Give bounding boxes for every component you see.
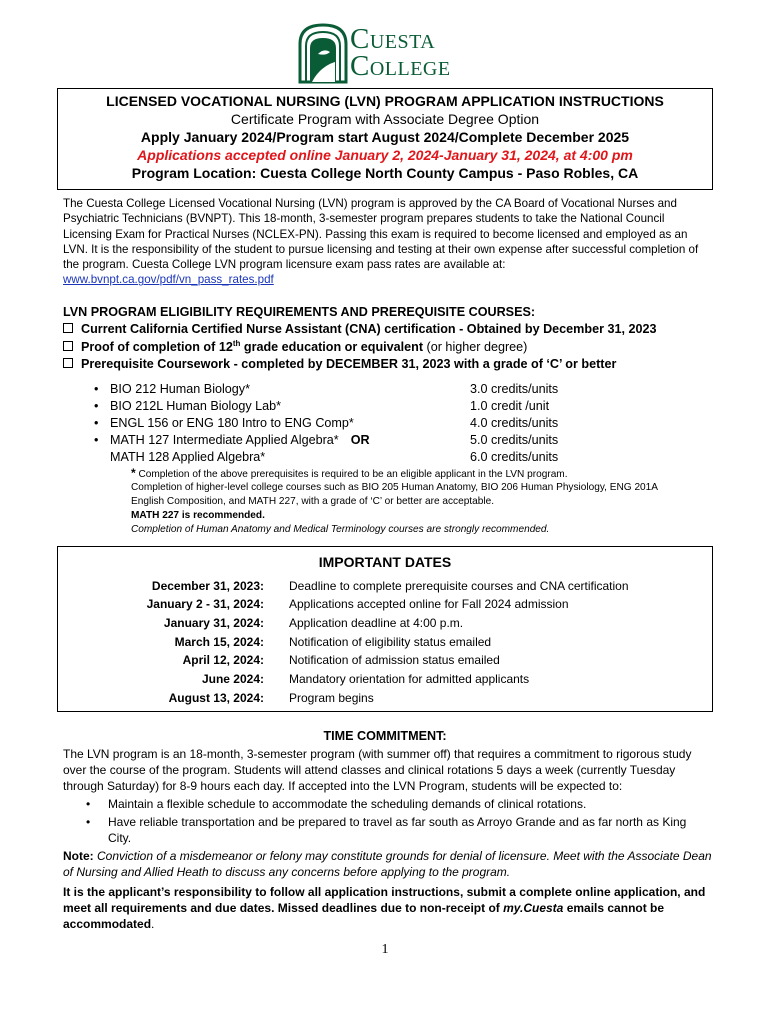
footnote-recommended: Completion of Human Anatomy and Medical Terminology courses are strongly recommended.: [131, 524, 550, 535]
requirement-cna-text: Current California Certified Nurse Assistant (CNA) certification - Obtained by December 31, 2023: [81, 322, 657, 336]
course-credits: 6.0 credits/units: [470, 450, 559, 464]
checkbox-icon: [63, 341, 73, 351]
requirement-coursework: [63, 357, 616, 371]
document-title: LICENSED VOCATIONAL NURSING (LVN) PROGRAM APPLICATION INSTRUCTIONS: [106, 93, 664, 109]
important-dates-box: [57, 546, 713, 712]
or-label: OR: [350, 433, 370, 447]
course-name: MATH 128 Applied Algebra*: [110, 450, 266, 464]
footnote-star: *: [131, 466, 136, 480]
applicant-responsibility: [63, 884, 718, 933]
course-item: [94, 433, 370, 447]
document-subtitle: Certificate Program with Associate Degree Option: [230, 111, 540, 127]
note-text: Conviction of a misdemeanor or felony may constitute grounds for denial of licensure. Meet with the Associate Dean of Nursing and Allied Heath to discuss any concerns before applying to the program.: [63, 849, 712, 880]
bullet-icon: •: [94, 433, 99, 447]
responsibility-period: .: [151, 917, 155, 932]
commitment-bullet-text: Have reliable transportation and be prepared to travel as far south as Arroyo Grande and as far north as King City.: [108, 815, 687, 846]
date-description: Mandatory orientation for admitted applicants: [289, 672, 530, 686]
time-commitment-heading: TIME COMMITMENT:: [323, 729, 447, 743]
mission-bell-tower-icon: [298, 22, 348, 84]
footnote-prereq: [131, 466, 691, 482]
logo-line-2: College: [350, 50, 451, 82]
date-description: Applications accepted online for Fall 2024 admission: [289, 597, 569, 611]
commitment-bullet-text: Maintain a flexible schedule to accommodate the scheduling demands of clinical rotations.: [108, 797, 587, 811]
date-description: Deadline to complete prerequisite courses and CNA certification: [289, 579, 629, 593]
requirement-education-text: Proof of completion of 12: [81, 340, 233, 355]
course-credits: 1.0 credit /unit: [470, 399, 550, 413]
course-credits: 4.0 credits/units: [470, 416, 559, 430]
bullet-icon: •: [86, 815, 91, 829]
ordinal-suffix: th: [232, 339, 241, 348]
note-label: Note:: [63, 849, 94, 863]
program-location: Program Location: Cuesta College North County Campus - Paso Robles, CA: [131, 165, 639, 181]
requirement-education-note: (or higher degree): [423, 340, 528, 355]
course-name: BIO 212 Human Biology*: [110, 382, 251, 396]
course-item-alt: [110, 450, 265, 464]
course-name: ENGL 156 or ENG 180 Intro to ENG Comp*: [110, 416, 354, 430]
date-label: January 2 - 31, 2024:: [146, 597, 264, 611]
bullet-icon: •: [94, 399, 99, 413]
page-number: 1: [381, 942, 389, 957]
requirement-coursework-text: Prerequisite Coursework - completed by DECEMBER 31, 2023 with a grade of ‘C’ or better: [81, 357, 617, 371]
intro-text: The Cuesta College Licensed Vocational Nursing (LVN) program is approved by the CA Board of Vocational Nurses and Psychiatric Technicians (BVNPT). This 18-month, 3-semester program prepares students to take the National Council Licensing Exam for Practical Nurses (NCLEX-PN). Passing this exam is required to become licensed and employed as an LVN. It is the responsibility of the student to pursue licensing and testing at their own expense after successful completion of the program. Cuesta College LVN program licensure exam pass rates are available at:: [63, 197, 699, 272]
course-credits: 5.0 credits/units: [470, 433, 559, 447]
logo-wordmark: [350, 23, 451, 82]
header-box: [57, 88, 713, 190]
checkbox-icon: [63, 323, 73, 333]
course-item: [94, 382, 251, 396]
footnote-prereq-text: Completion of the above prerequisites is required to be an eligible applicant in the LVN program.: [135, 469, 568, 480]
course-name: MATH 127 Intermediate Applied Algebra*: [110, 433, 339, 447]
commitment-bullet: [86, 814, 708, 846]
responsibility-text-end: emails cannot be accommodated: [63, 901, 665, 932]
checkbox-icon: [63, 358, 73, 368]
licensure-note: [63, 848, 718, 880]
date-label: June 2024:: [201, 672, 264, 686]
footnote-higher-level: Completion of higher-level college courses such as BIO 205 Human Anatomy, BIO 206 Human Physiology, ENG 201A English Composition, and MATH 227, with a grade of ‘C’ or better are acceptable.: [131, 482, 658, 508]
course-name: BIO 212L Human Biology Lab*: [110, 399, 282, 413]
my-cuesta-label: my.Cuesta: [503, 901, 564, 916]
date-label: December 31, 2023:: [151, 579, 264, 593]
requirement-education: [63, 339, 527, 354]
footnote-math: MATH 227 is recommended.: [131, 510, 265, 521]
requirement-cna: [63, 322, 657, 336]
bullet-icon: •: [94, 382, 99, 396]
date-description: Notification of admission status emailed: [289, 653, 500, 667]
date-label: March 15, 2024:: [174, 635, 264, 649]
requirement-education-text-b: grade education or equivalent: [240, 340, 424, 355]
date-label: April 12, 2024:: [182, 653, 264, 667]
date-description: Program begins: [289, 691, 374, 705]
time-commitment-paragraph: The LVN program is an 18-month, 3-semester program (with summer off) that requires a commitment to rigorous study over the course of the program. Students will attend classes and clinical rotations 5 days a week (currently Tuesday through Saturday) for 8-9 hours each day. If accepted into the LVN Program, students will be expected to:: [63, 747, 692, 794]
application-window: Applications accepted online January 2, 2024-January 31, 2024, at 4:00 pm: [137, 147, 633, 163]
bullet-icon: •: [94, 416, 99, 430]
date-label: August 13, 2024:: [168, 691, 264, 705]
cuesta-college-logo: [298, 22, 474, 84]
responsibility-text: It is the applicant’s responsibility to follow all application instructions, submit a complete online application, and meet all requirements and due dates. Missed deadlines due to non-receipt of: [63, 885, 706, 916]
date-description: Application deadline at 4:00 p.m.: [289, 616, 464, 630]
program-schedule: Apply January 2024/Program start August 2024/Complete December 2025: [140, 129, 630, 145]
course-item: [94, 416, 354, 430]
logo-line-1: Cuesta: [350, 23, 436, 55]
intro-paragraph: [63, 196, 713, 288]
date-label: January 31, 2024:: [163, 616, 264, 630]
eligibility-heading: LVN PROGRAM ELIGIBILITY REQUIREMENTS AND PREREQUISITE COURSES:: [63, 305, 536, 319]
date-description: Notification of eligibility status emailed: [289, 635, 492, 649]
pass-rates-link[interactable]: www.bvnpt.ca.gov/pdf/vn_pass_rates.pdf: [63, 273, 274, 287]
course-credits: 3.0 credits/units: [470, 382, 559, 396]
course-item: [94, 399, 282, 413]
bullet-icon: •: [86, 797, 91, 811]
important-dates-heading: IMPORTANT DATES: [318, 554, 452, 570]
commitment-bullet: [86, 796, 708, 812]
